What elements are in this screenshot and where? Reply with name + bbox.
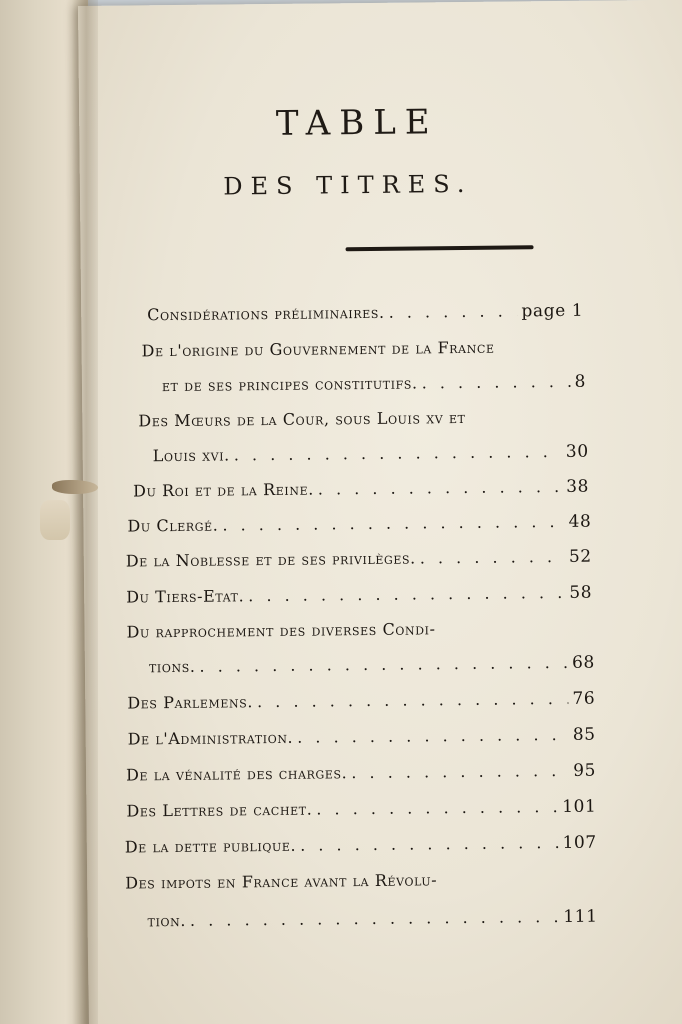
- toc-entry-title: De la Noblesse et de ses privilèges.: [125, 548, 416, 571]
- leader-dots: [190, 907, 560, 930]
- toc-entry: [125, 869, 597, 893]
- toc-entry-page: 30: [565, 441, 589, 462]
- leader-dots: [199, 653, 568, 676]
- toc-entry-title: De l'origine du Gouvernement de la France: [141, 337, 495, 361]
- leader-dots: [389, 301, 518, 321]
- leader-dots: [234, 442, 562, 464]
- toc-entry-title: Du Clergé.: [127, 515, 219, 536]
- toc-entry-title: De la dette publique.: [124, 835, 297, 857]
- toc-entry: [126, 761, 596, 786]
- leader-dots: [257, 689, 569, 711]
- leader-dots: [422, 372, 571, 393]
- leader-dots: [316, 797, 558, 819]
- toc-entry: [147, 907, 597, 932]
- page-tear: [40, 500, 70, 540]
- toc-entry: [142, 337, 586, 361]
- toc-entry-title: tion.: [147, 910, 187, 931]
- toc-entry-title: Du Tiers-Etat.: [126, 586, 245, 607]
- toc-entry-page: 101: [562, 796, 597, 817]
- toc-entry-page: 85: [572, 724, 596, 745]
- toc-entry-title: De la vénalité des charges.: [125, 763, 348, 785]
- toc-entry-title: Du rapprochement des diverses Condi-: [126, 619, 436, 642]
- toc-entry-title: Des impots en France avant la Révolu-: [125, 870, 438, 893]
- toc-entry-page: 107: [562, 832, 597, 853]
- toc-entry: [162, 372, 586, 396]
- toc-entry-page: page 1: [521, 300, 584, 322]
- toc-entry-title: Louis xvi.: [152, 445, 230, 466]
- toc-entry: [127, 689, 595, 714]
- toc-entry-page: 76: [572, 688, 596, 709]
- toc-entry: [138, 407, 586, 431]
- toc-entry-page: 111: [563, 906, 598, 927]
- toc-entry: [149, 653, 595, 678]
- toc-entry: [125, 833, 597, 858]
- toc-entry-page: 48: [568, 511, 592, 532]
- toc-entry: [133, 477, 589, 502]
- toc-entry-page: 68: [571, 652, 596, 673]
- toc-entry: [126, 797, 596, 822]
- toc-entry-title: tions.: [148, 656, 196, 677]
- toc-entry-title: Du Roi et de la Reine.: [132, 479, 314, 501]
- toc-entry-page: 8: [574, 371, 587, 392]
- leader-dots: [300, 833, 559, 855]
- leader-dots: [222, 512, 564, 535]
- toc-entry-title: Des Parlemens.: [127, 692, 254, 713]
- toc-entry: [126, 583, 592, 608]
- toc-entry-title: Des Lettres de cachet.: [126, 799, 313, 821]
- toc-entry: [126, 547, 592, 572]
- toc-entry-page: 52: [568, 546, 592, 567]
- toc-entry: [147, 301, 583, 326]
- toc-entry: [153, 442, 589, 467]
- leader-dots: [248, 583, 565, 605]
- toc-entry-page: 58: [569, 582, 593, 603]
- toc-entry: [126, 618, 592, 642]
- toc-entry: [128, 725, 596, 750]
- toc-entry-title: De l'Administration.: [127, 727, 294, 749]
- page-subtitle: DES TITRES.: [223, 169, 473, 201]
- toc-entry-title: et de ses principes constitutifs.: [161, 373, 418, 396]
- leader-dots: [351, 761, 569, 782]
- page-tear: [52, 480, 98, 494]
- title-rule: [346, 245, 534, 251]
- toc-entry-title: Considérations préliminaires.: [147, 302, 385, 325]
- page-gutter-shadow: [72, 0, 98, 1024]
- toc-entry-page: 95: [573, 760, 597, 781]
- book-page: [78, 0, 682, 1024]
- toc-entry: [127, 512, 591, 537]
- leader-dots: [420, 547, 565, 568]
- toc-entry-page: 38: [566, 476, 590, 497]
- toc-entry-title: Des Mœurs de la Cour, sous Louis xv et: [138, 407, 466, 431]
- leader-dots: [318, 477, 563, 499]
- leader-dots: [297, 725, 569, 747]
- page-title: TABLE: [275, 102, 439, 144]
